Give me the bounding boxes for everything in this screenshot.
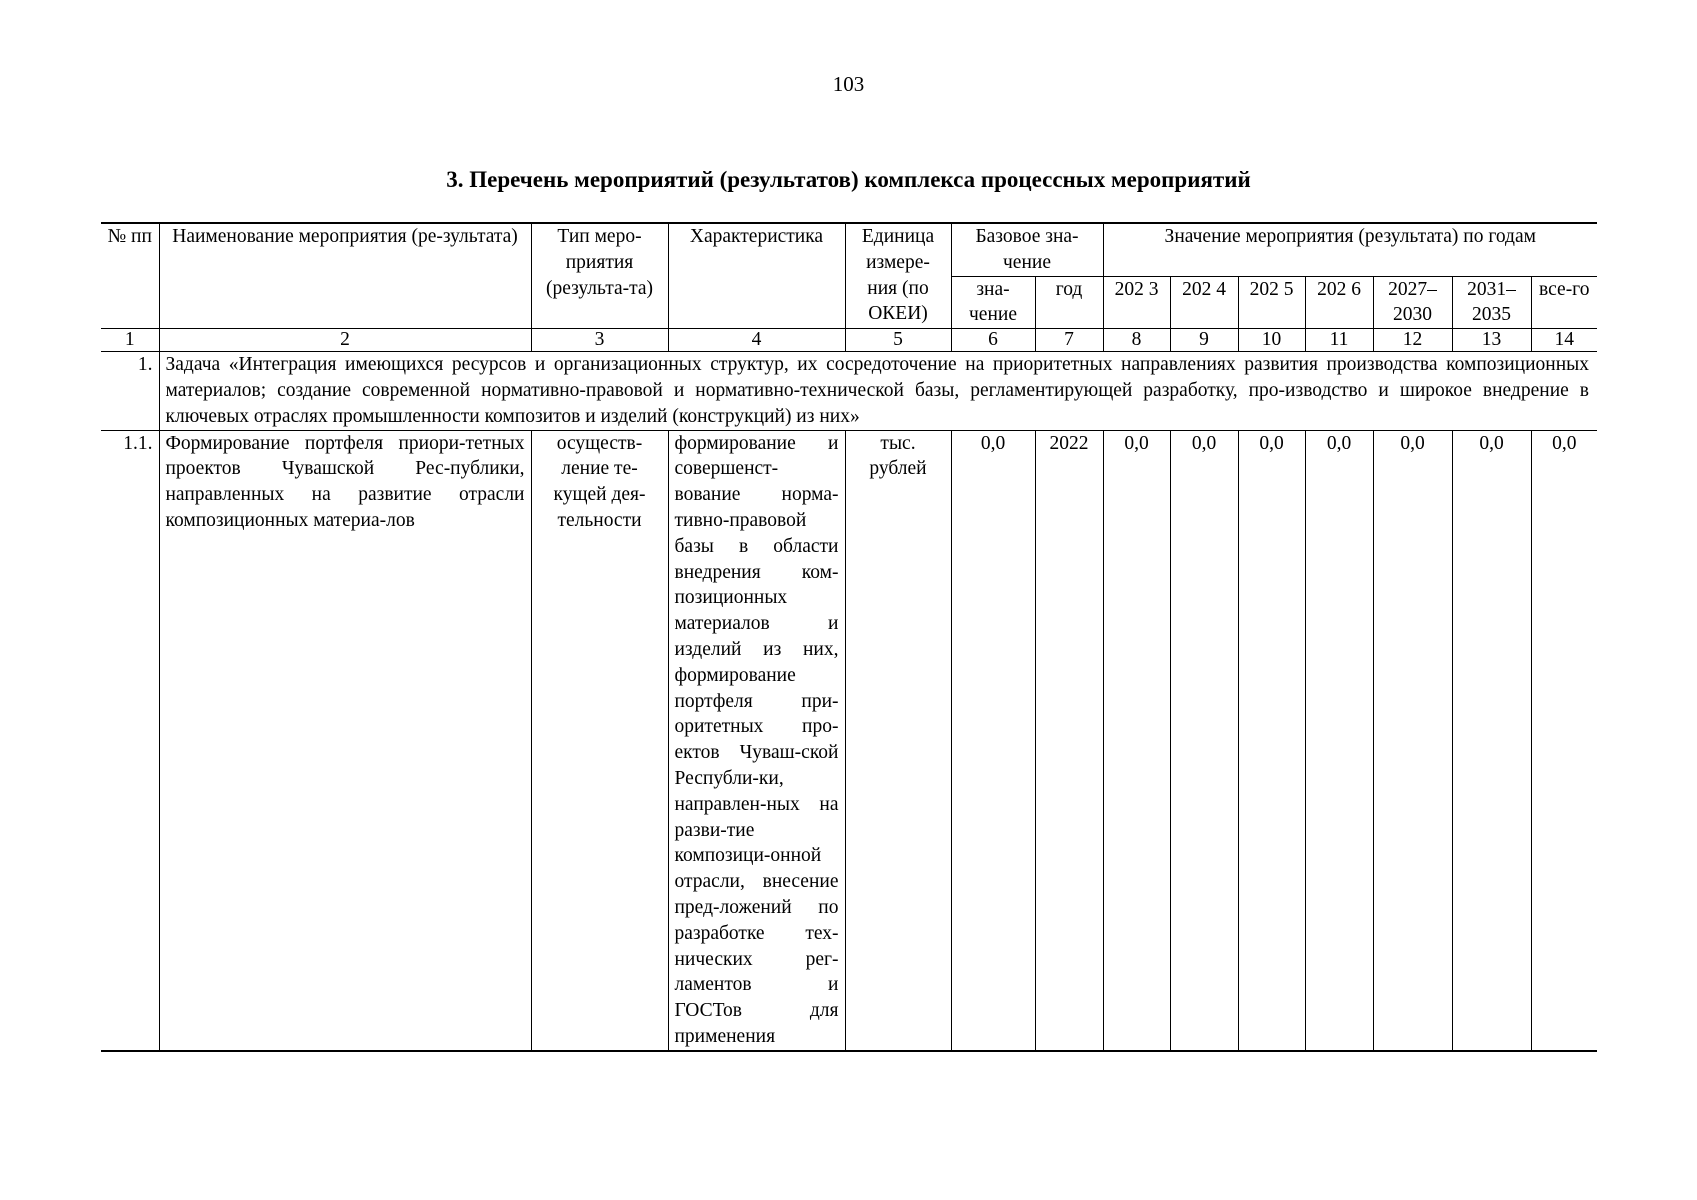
column-number: 5 xyxy=(845,329,951,352)
task-number: 1. xyxy=(101,352,159,430)
column-number: 11 xyxy=(1305,329,1373,352)
row-number: 1.1. xyxy=(101,430,159,1051)
table-row xyxy=(101,430,1597,1051)
column-number: 9 xyxy=(1170,329,1238,352)
row-value-2026: 0,0 xyxy=(1305,430,1373,1051)
header-year-2025: 202 5 xyxy=(1238,276,1305,329)
column-number: 13 xyxy=(1452,329,1531,352)
column-number-row xyxy=(101,329,1597,352)
column-number: 3 xyxy=(531,329,668,352)
header-row-1 xyxy=(101,223,1597,276)
row-name: Формирование портфеля приори-тетных проектов Чувашской Рес-публики, направленных на развитие отрасли композиционных материа-лов xyxy=(159,430,531,1051)
column-number: 12 xyxy=(1373,329,1452,352)
row-base-value: 0,0 xyxy=(951,430,1035,1051)
column-number: 10 xyxy=(1238,329,1305,352)
row-value-total: 0,0 xyxy=(1531,430,1597,1051)
header-year-2026: 202 6 xyxy=(1305,276,1373,329)
row-type: осуществ-ление те-кущей дея-тельности xyxy=(531,430,668,1051)
row-value-2023: 0,0 xyxy=(1103,430,1170,1051)
row-unit: тыс. рублей xyxy=(845,430,951,1051)
row-value-2031-2035: 0,0 xyxy=(1452,430,1531,1051)
column-number: 6 xyxy=(951,329,1035,352)
column-number: 8 xyxy=(1103,329,1170,352)
row-value-2024: 0,0 xyxy=(1170,430,1238,1051)
row-value-2027-2030: 0,0 xyxy=(1373,430,1452,1051)
header-year-2024: 202 4 xyxy=(1170,276,1238,329)
header-name: Наименование мероприятия (ре-зультата) xyxy=(159,223,531,329)
row-value-2025: 0,0 xyxy=(1238,430,1305,1051)
header-year-2023: 202 3 xyxy=(1103,276,1170,329)
row-characteristic: формирование и совершенст-вование норма-тивно-правовой базы в области внедрения ком-позиционных материалов и изделий из них, формирование портфеля при-оритетных про-ектов Чуваш-ской Республи-ки, направлен-ных на разви-тие композици-онной отрасли, внесение пред-ложений по разработке тех-нических рег-ламентов и ГОСТов для применения xyxy=(668,430,845,1051)
column-number: 1 xyxy=(101,329,159,352)
column-number: 14 xyxy=(1531,329,1597,352)
header-no: № пп xyxy=(101,223,159,329)
header-type: Тип меро-приятия (результа-та) xyxy=(531,223,668,329)
header-years-2027-2030: 2027– 2030 xyxy=(1373,276,1452,329)
header-base: Базовое зна-чение xyxy=(951,223,1103,276)
task-text: Задача «Интеграция имеющихся ресурсов и организационных структур, их сосредоточение на приоритетных направлениях развития производства композиционных материалов; создание современной нормативно-правовой и нормативно-технической базы, регламентирующей разработку, про-изводство и широкое внедрение в ключевых отраслях промышленности композитов и изделий (конструкций) из них» xyxy=(159,352,1597,430)
measures-table xyxy=(101,222,1597,1052)
column-number: 7 xyxy=(1035,329,1103,352)
page-number: 103 xyxy=(832,72,865,96)
header-values-by-years: Значение мероприятия (результата) по годам xyxy=(1103,223,1597,276)
header-characteristic: Характеристика xyxy=(668,223,845,329)
section-title: 3. Перечень мероприятий (результатов) комплекса процессных мероприятий xyxy=(446,167,1251,192)
header-years-2031-2035: 2031– 2035 xyxy=(1452,276,1531,329)
column-number: 4 xyxy=(668,329,845,352)
measures-table-container xyxy=(101,222,1597,1052)
header-total: все-го xyxy=(1531,276,1597,329)
header-base-year: год xyxy=(1035,276,1103,329)
header-base-value: зна-чение xyxy=(951,276,1035,329)
header-unit: Единица измере-ния (по ОКЕИ) xyxy=(845,223,951,329)
task-row xyxy=(101,352,1597,430)
row-base-year: 2022 xyxy=(1035,430,1103,1051)
column-number: 2 xyxy=(159,329,531,352)
